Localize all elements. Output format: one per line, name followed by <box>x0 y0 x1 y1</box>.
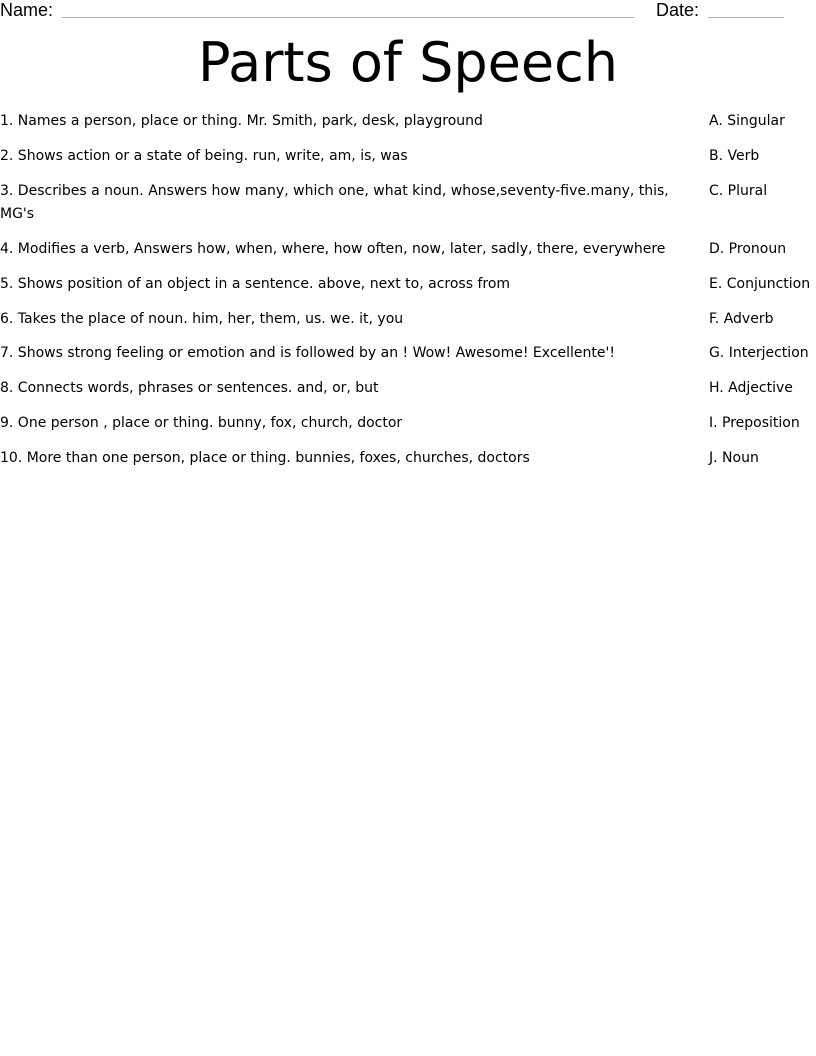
answer-g: G. Interjection <box>709 345 809 361</box>
clue-10: 10. More than one person, place or thing. bunnies, foxes, churches, doctors <box>0 450 530 466</box>
clue-3: 3. Describes a noun. Answers how many, which one, what kind, whose,seventy-five.many, this, MG's <box>0 183 669 222</box>
answer-i: I. Preposition <box>709 415 800 431</box>
date-blank-line <box>708 17 784 18</box>
clue-1: 1. Names a person, place or thing. Mr. Smith, park, desk, playground <box>0 113 483 129</box>
header <box>0 0 816 24</box>
name-blank-line <box>62 17 634 18</box>
answer-a: A. Singular <box>709 113 785 129</box>
clue-2: 2. Shows action or a state of being. run, write, am, is, was <box>0 148 408 164</box>
answer-e: E. Conjunction <box>709 276 811 292</box>
clue-6: 6. Takes the place of noun. him, her, them, us. we. it, you <box>0 311 404 327</box>
page-title: Parts of Speech <box>197 31 619 94</box>
clue-8: 8. Connects words, phrases or sentences. and, or, but <box>0 380 379 396</box>
clue-9: 9. One person , place or thing. bunny, fox, church, doctor <box>0 415 403 431</box>
answer-d: D. Pronoun <box>709 241 787 257</box>
answer-b: B. Verb <box>709 148 760 164</box>
answer-c: C. Plural <box>709 183 768 199</box>
date-label: Date: <box>656 0 700 20</box>
answer-f: F. Adverb <box>709 311 774 327</box>
clue-7: 7. Shows strong feeling or emotion and is followed by an ! Wow! Awesome! Excellente'! <box>0 345 615 361</box>
clue-5: 5. Shows position of an object in a sentence. above, next to, across from <box>0 276 511 292</box>
answer-h: H. Adjective <box>709 380 793 396</box>
clue-4: 4. Modifies a verb, Answers how, when, where, how often, now, later, sadly, there, everywhere <box>0 241 666 257</box>
name-label: Name: <box>0 0 54 20</box>
answer-j: J. Noun <box>709 450 759 466</box>
